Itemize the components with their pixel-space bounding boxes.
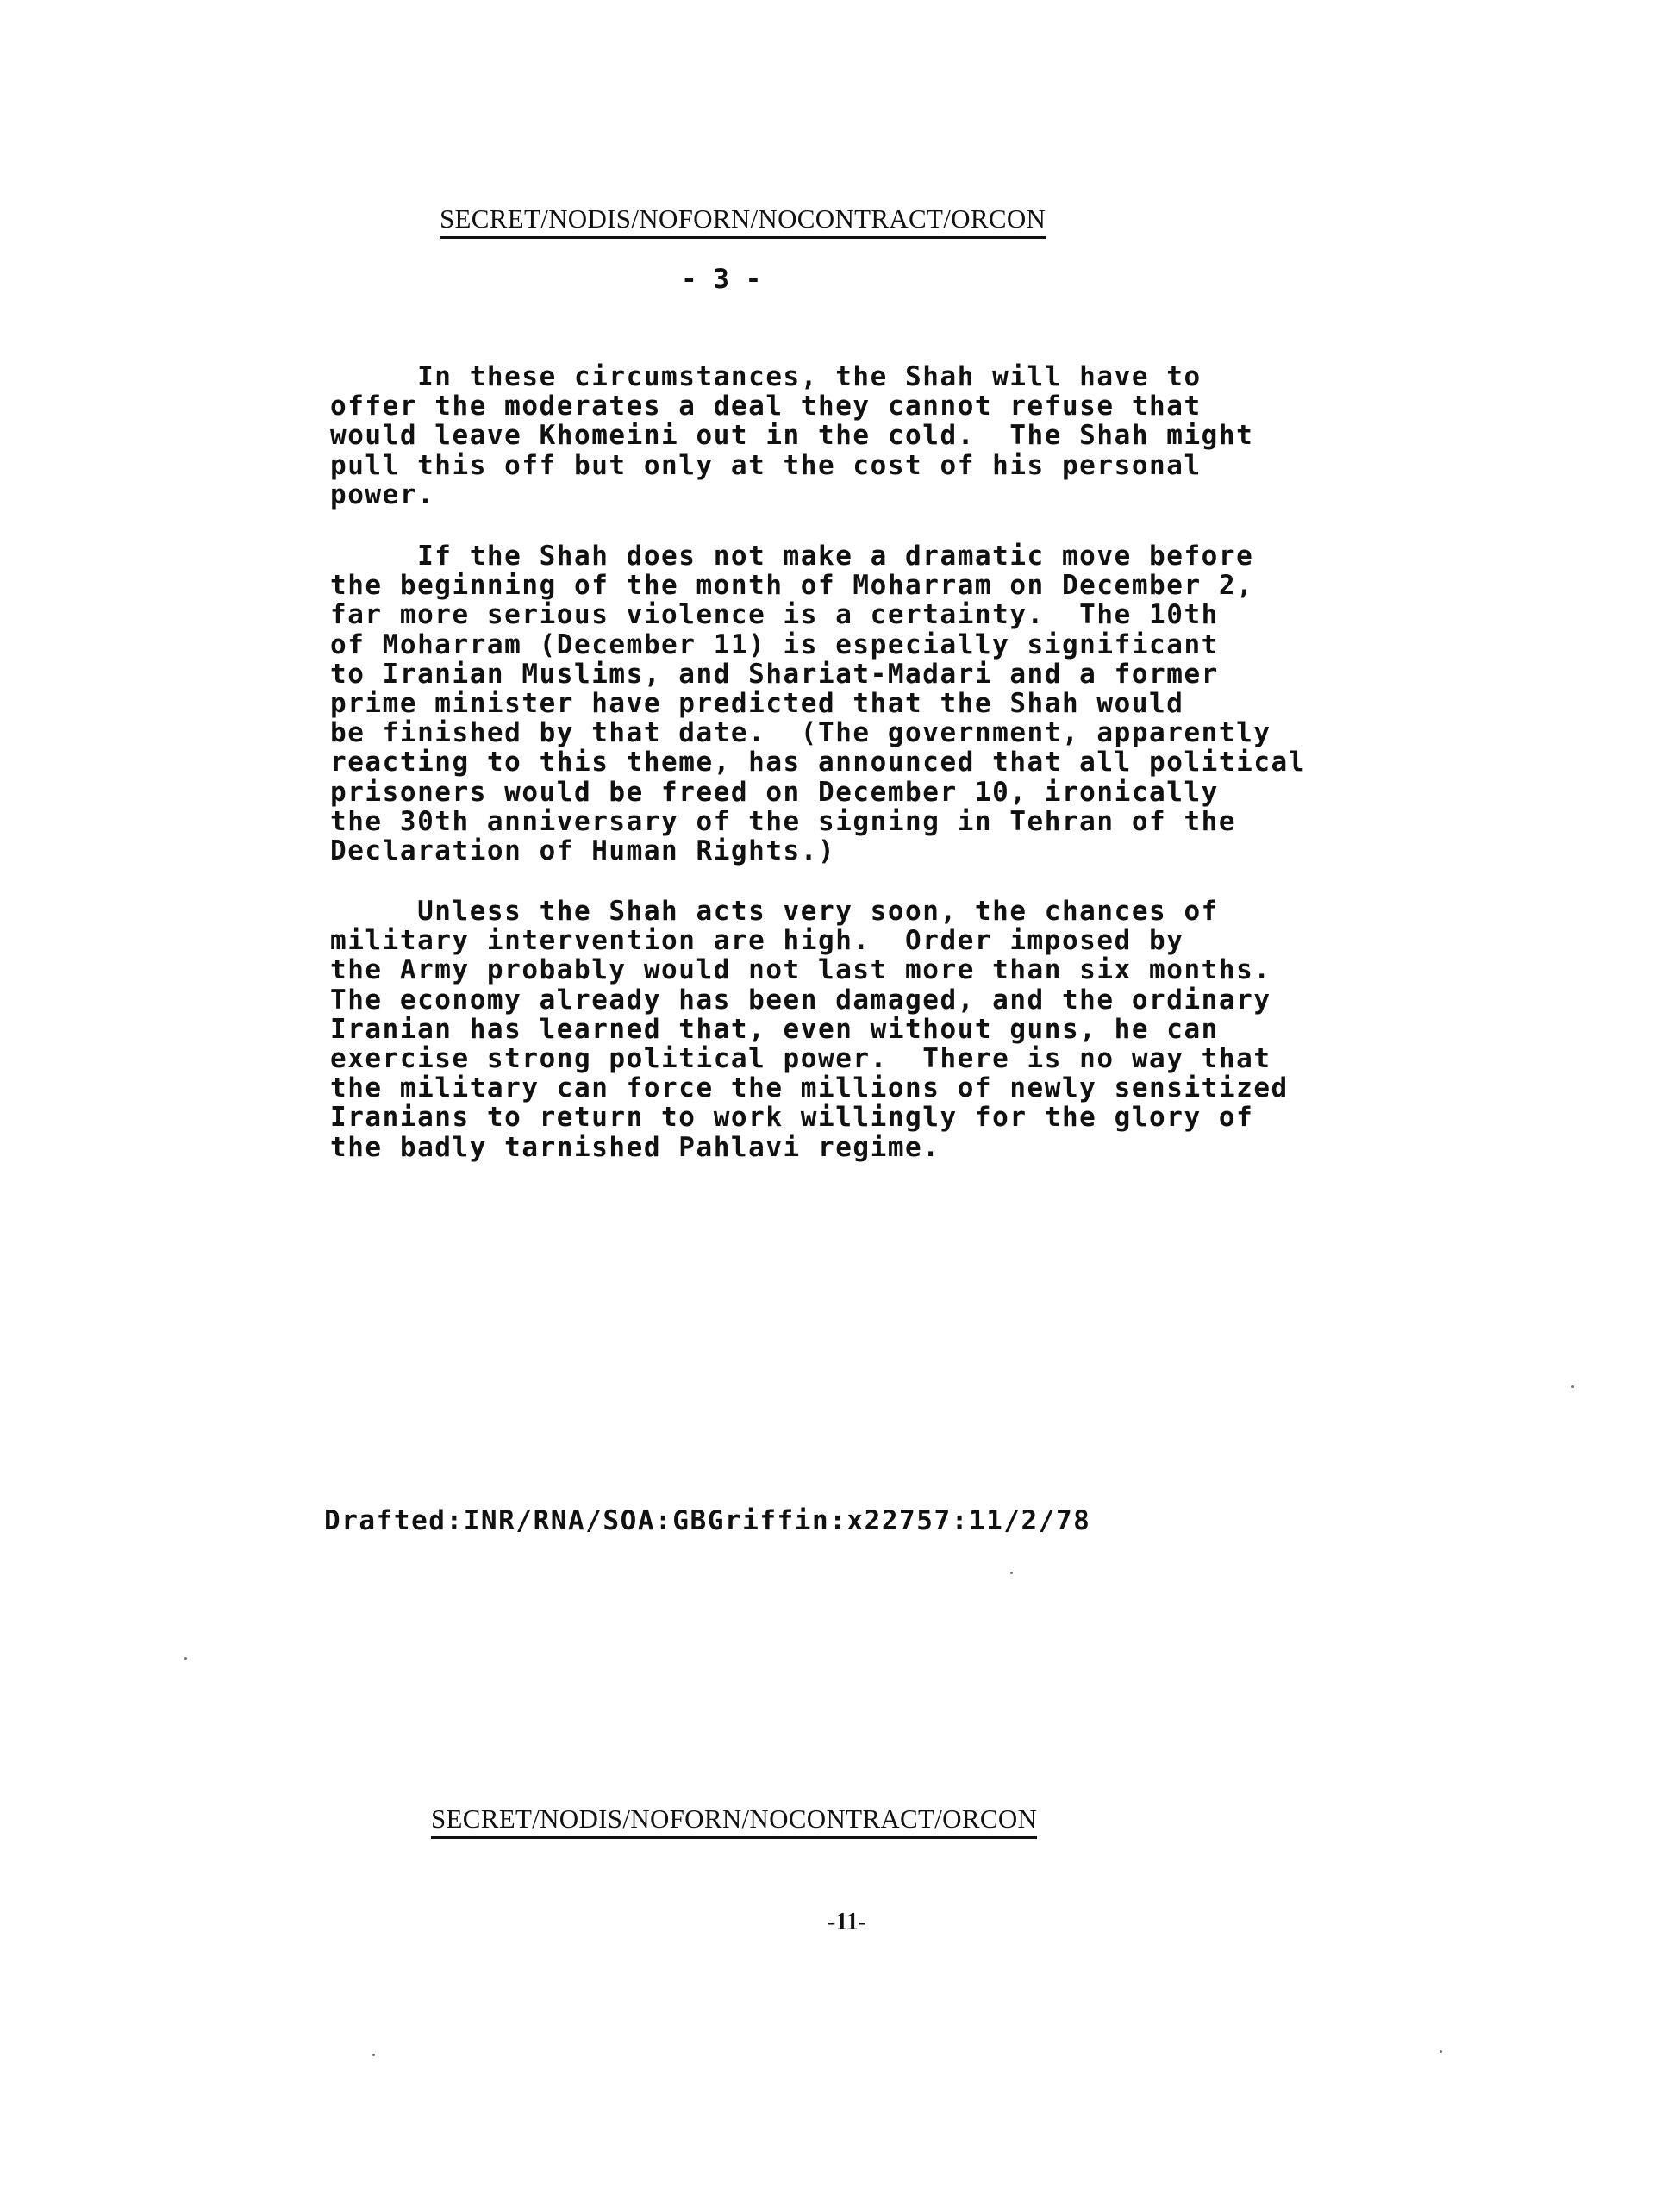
- scan-speck: [1440, 2050, 1442, 2053]
- text-line: the 30th anniversary of the signing in Tehran of the: [330, 805, 1237, 837]
- text-line: reacting to this theme, has announced that all political: [330, 747, 1306, 778]
- scan-speck: [1571, 1385, 1574, 1388]
- text-line: The economy already has been damaged, and the ordinary: [330, 984, 1271, 1016]
- paragraph-1: [330, 362, 1365, 510]
- text-line: the military can force the millions of newly sensitized: [330, 1072, 1289, 1104]
- footer-page-number: -11-: [828, 1909, 867, 1935]
- scan-speck: [184, 1657, 187, 1660]
- text-line: of Moharram (December 11) is especially significant: [330, 628, 1219, 660]
- text-line: would leave Khomeini out in the cold. The Shah might: [330, 420, 1254, 452]
- scan-speck: [372, 2054, 375, 2056]
- scan-speck: [1010, 1572, 1013, 1574]
- text-line: military intervention are high. Order imposed by: [330, 925, 1184, 957]
- text-line: be finished by that date. (The government, apparently: [330, 717, 1271, 749]
- paragraph-3: [330, 897, 1365, 1162]
- text-line: to Iranian Muslims, and Shariat-Madari and a former: [330, 658, 1219, 690]
- text-line: far more serious violence is a certainty. The 10th: [330, 599, 1219, 631]
- text-line: the Army probably would not last more than six months.: [330, 954, 1271, 986]
- classification-footer: SECRET/NODIS/NOFORN/NOCONTRACT/ORCON: [431, 1804, 1037, 1839]
- text-line: prime minister have predicted that the Shah would: [330, 688, 1184, 720]
- classification-header: SECRET/NODIS/NOFORN/NOCONTRACT/ORCON: [440, 203, 1046, 239]
- text-line: power.: [330, 478, 435, 510]
- text-line: exercise strong political power. There is no way that: [330, 1043, 1271, 1075]
- page-number: - 3 -: [681, 264, 762, 295]
- text-line: In these circumstances, the Shah will have to: [330, 361, 1202, 392]
- drafted-line: Drafted:INR/RNA/SOA:GBGriffin:x22757:11/2/78: [324, 1505, 1091, 1536]
- text-line: the beginning of the month of Moharram on December 2,: [330, 570, 1254, 602]
- text-line: Unless the Shah acts very soon, the chances of: [330, 896, 1219, 927]
- text-line: the badly tarnished Pahlavi regime.: [330, 1131, 940, 1163]
- text-line: Iranians to return to work willingly for the glory of: [330, 1102, 1254, 1134]
- text-line: pull this off but only at the cost of his personal: [330, 449, 1202, 481]
- text-line: Iranian has learned that, even without guns, he can: [330, 1013, 1219, 1045]
- text-line: prisoners would be freed on December 10, ironically: [330, 776, 1219, 808]
- text-line: offer the moderates a deal they cannot refuse that: [330, 391, 1202, 422]
- text-line: Declaration of Human Rights.): [330, 835, 836, 867]
- text-line: If the Shah does not make a dramatic move before: [330, 541, 1254, 572]
- paragraph-2: [330, 541, 1365, 866]
